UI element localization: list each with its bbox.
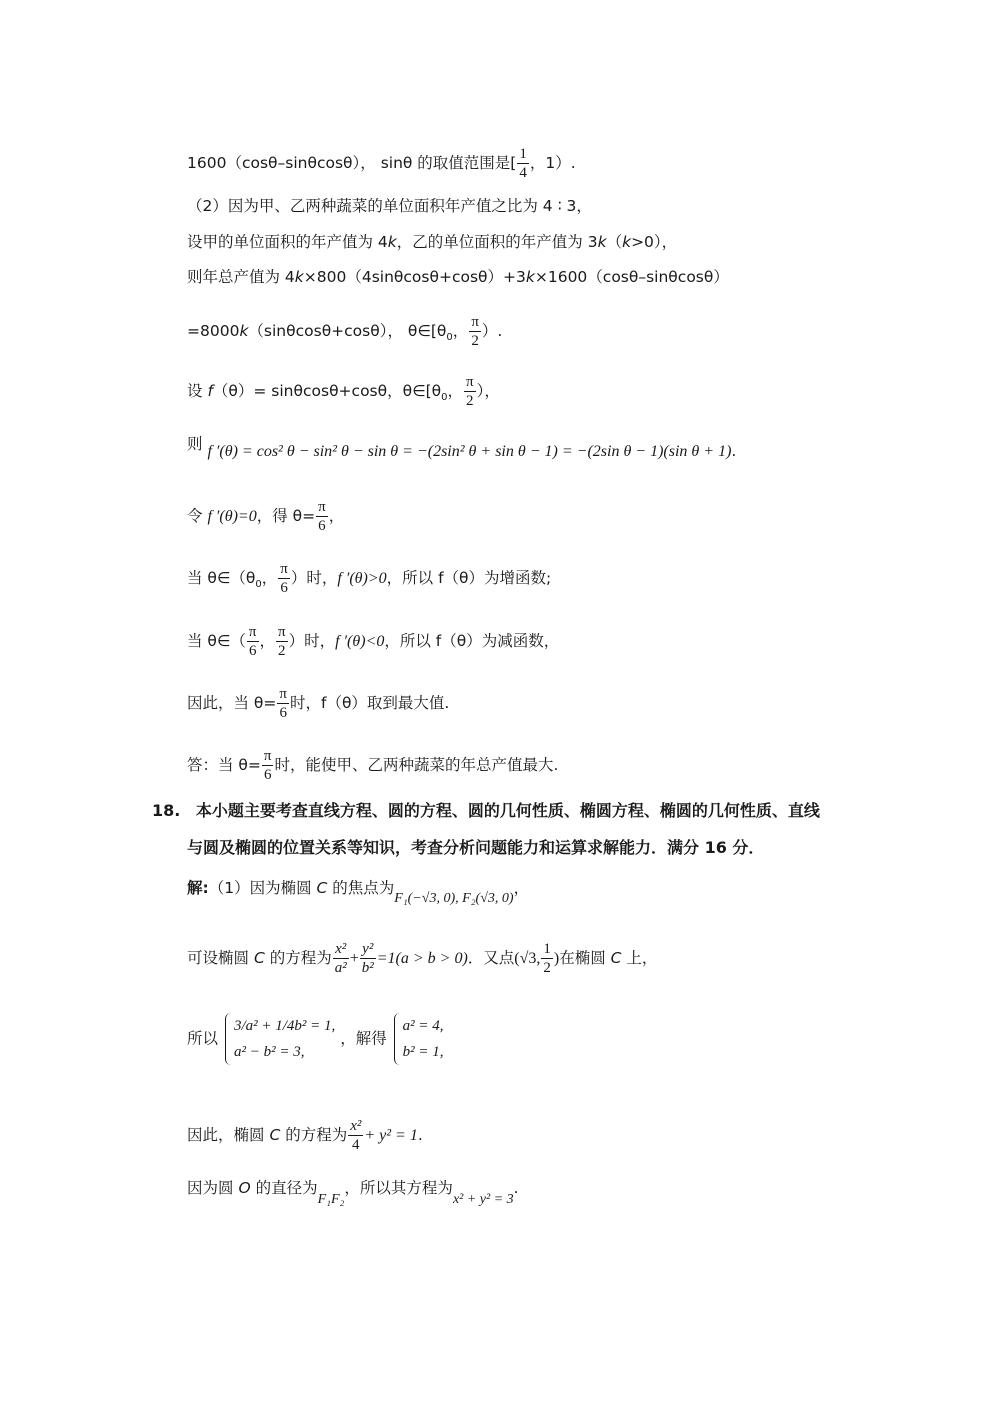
text: ，所以 f（θ）为增函数; xyxy=(386,569,552,587)
text: . xyxy=(731,442,737,460)
numerator: x² xyxy=(350,1118,362,1134)
numerator: π xyxy=(471,314,479,330)
subscript: 0 xyxy=(441,392,448,404)
text: 可设椭圆 xyxy=(187,949,254,967)
text: ，乙的单位面积的年产值为 3 xyxy=(396,233,598,251)
text: （1）因为椭圆 xyxy=(208,879,317,897)
text: ×800（4sinθcosθ+cosθ）+3 xyxy=(303,268,526,286)
math: ) xyxy=(553,950,560,967)
var: k xyxy=(597,233,607,251)
numerator: π xyxy=(279,686,287,702)
text: ）时， xyxy=(290,569,338,587)
text: 答：当 θ= xyxy=(187,756,261,774)
denominator: 6 xyxy=(248,643,257,659)
text: 的方程为 xyxy=(280,1126,348,1144)
var: k xyxy=(239,322,249,340)
text-line xyxy=(187,498,344,535)
text: =8000 xyxy=(187,322,240,340)
equation-system xyxy=(225,1013,335,1065)
text: ，所以其方程为 xyxy=(344,1179,453,1197)
text: ）时， xyxy=(288,632,336,650)
subscript: 0 xyxy=(446,332,453,344)
text: . xyxy=(417,1126,423,1144)
var: k xyxy=(622,233,632,251)
derivative-formula: f ′(θ) = cos² θ − sin² θ − sin θ = −(2sin² θ + sin θ − 1) = −(2sin θ − 1)(sin θ + 1) xyxy=(207,443,732,460)
text: 时，f（θ）取到最大值. xyxy=(289,694,450,712)
denominator: 6 xyxy=(318,518,326,534)
fraction xyxy=(278,560,290,597)
problem-18-heading xyxy=(152,800,820,822)
var: k xyxy=(525,268,535,286)
text-line xyxy=(187,940,657,977)
text-line xyxy=(187,231,677,253)
brace xyxy=(394,1013,401,1065)
text-line xyxy=(187,195,592,217)
text: 因为圆 xyxy=(187,1179,239,1197)
denominator: 2 xyxy=(278,643,286,659)
fraction xyxy=(541,940,553,977)
text: 令 xyxy=(187,507,208,525)
math: f ′(θ)=0 xyxy=(207,508,257,525)
fraction xyxy=(276,623,288,660)
numerator: y² xyxy=(360,940,376,959)
math: F₁(−√3, 0), F₂(√3, 0) xyxy=(394,891,514,906)
numerator: π xyxy=(466,374,474,390)
text: ）， xyxy=(476,382,500,400)
equation: 3/a² + 1/4b² = 1, xyxy=(233,1018,336,1034)
text: . xyxy=(513,1179,519,1197)
text: 1600（cosθ–sinθcosθ）， sinθ 的取值范围是[ xyxy=(187,154,517,172)
text: （θ）= sinθcosθ+cosθ，θ∈[θ xyxy=(212,382,442,400)
denominator: 6 xyxy=(280,580,288,596)
text: ， xyxy=(452,322,469,340)
text-line xyxy=(187,266,729,288)
text: ，1）. xyxy=(529,154,576,172)
text-line xyxy=(187,313,502,350)
solution-system xyxy=(394,1013,444,1065)
var: C xyxy=(269,1126,281,1144)
text: ，所以 f（θ）为减函数， xyxy=(384,632,560,650)
numerator: x² xyxy=(333,940,349,959)
fraction xyxy=(262,747,274,784)
text: ．又点 xyxy=(467,949,515,967)
text: 时，能使甲、乙两种蔬菜的年总产值最大. xyxy=(274,756,559,774)
text: 所以 xyxy=(187,1029,219,1048)
text-line xyxy=(187,877,530,906)
text: 的方程为 xyxy=(264,949,332,967)
math: + y² = 1 xyxy=(364,1127,418,1144)
fraction xyxy=(316,498,328,535)
text-line xyxy=(187,373,500,410)
math: x² + y² = 3 xyxy=(452,1192,514,1207)
text: ×1600（cosθ–sinθcosθ） xyxy=(534,268,729,286)
equation: a² − b² = 3, xyxy=(233,1044,305,1060)
text: ，解得 xyxy=(340,1029,387,1048)
numerator: π xyxy=(278,624,286,640)
text: 上， xyxy=(621,949,658,967)
var: f xyxy=(207,382,213,400)
text: ）. xyxy=(481,322,503,340)
equation: b² = 1, xyxy=(402,1044,444,1060)
numerator: π xyxy=(248,624,257,640)
fraction xyxy=(360,940,376,977)
var: C xyxy=(610,949,622,967)
text: ， xyxy=(259,632,276,650)
text: 本小题主要考查直线方程、圆的方程、圆的几何性质、椭圆方程、椭圆的几何性质、直线 xyxy=(195,801,820,820)
numerator: 1 xyxy=(543,941,551,957)
numerator: π xyxy=(280,561,288,577)
denominator: a² xyxy=(334,960,347,976)
text: 的直径为 xyxy=(250,1179,318,1197)
denominator: b² xyxy=(361,960,374,976)
text: 设甲的单位面积的年产值为 4 xyxy=(187,233,388,251)
equation: a² = 4, xyxy=(402,1018,444,1034)
text: 的焦点为 xyxy=(327,879,395,897)
text: （2）因为甲、乙两种蔬菜的单位面积年产值之比为 4 ∶ 3， xyxy=(187,197,592,215)
text: 在椭圆 xyxy=(559,949,611,967)
text: ， xyxy=(513,879,530,897)
denominator: 2 xyxy=(543,960,551,976)
plus: + xyxy=(349,950,359,967)
numerator: π xyxy=(263,748,272,764)
fraction xyxy=(348,1117,363,1154)
solution-label: 解: xyxy=(187,879,209,897)
text-line xyxy=(187,747,558,784)
numerator: π xyxy=(318,499,326,515)
text-line xyxy=(187,1013,444,1065)
text: 当 θ∈（θ xyxy=(187,569,256,587)
var: C xyxy=(316,879,328,897)
fraction xyxy=(517,145,529,182)
var: C xyxy=(253,949,265,967)
math: =1(a > b > 0) xyxy=(376,950,468,967)
denominator: 2 xyxy=(471,333,479,349)
text: ， xyxy=(447,382,464,400)
text: 则年总产值为 4 xyxy=(187,268,295,286)
denominator: 4 xyxy=(519,165,527,181)
text: 当 θ∈（ xyxy=(187,632,246,650)
denominator: 6 xyxy=(279,705,287,721)
fraction xyxy=(333,940,349,977)
fraction xyxy=(464,373,476,410)
text: >0）， xyxy=(631,233,678,251)
var: O xyxy=(238,1179,251,1197)
denominator: 6 xyxy=(263,767,272,783)
text: ， xyxy=(328,507,345,525)
var: k xyxy=(294,268,304,286)
denominator: 4 xyxy=(352,1137,360,1153)
denominator: 2 xyxy=(466,393,474,409)
var: k xyxy=(387,233,397,251)
text: （sinθcosθ+cosθ）， θ∈[θ xyxy=(248,322,447,340)
text-line xyxy=(187,623,559,660)
fraction xyxy=(277,685,289,722)
text: 则 xyxy=(187,435,203,453)
text: 因此，当 θ= xyxy=(187,694,277,712)
text: 因此，椭圆 xyxy=(187,1126,270,1144)
math: f ′(θ)<0 xyxy=(335,633,385,650)
fraction xyxy=(469,313,481,350)
text: （ xyxy=(606,233,623,251)
numerator: 1 xyxy=(519,146,527,162)
brace xyxy=(225,1013,232,1065)
text-line xyxy=(187,560,551,597)
text-line xyxy=(187,145,576,182)
math: F₁F₂ xyxy=(317,1192,345,1207)
text-line xyxy=(187,433,736,463)
fraction xyxy=(247,623,259,660)
text: ，得 θ= xyxy=(256,507,316,525)
text: 设 xyxy=(187,382,208,400)
text-line xyxy=(187,1177,519,1207)
problem-18-heading-cont xyxy=(187,837,764,859)
subscript: 0 xyxy=(255,579,262,591)
text-line xyxy=(187,1117,423,1154)
text-line xyxy=(187,685,449,722)
text: ， xyxy=(261,569,278,587)
math: f ′(θ)>0 xyxy=(337,570,387,587)
problem-number: 18. xyxy=(152,801,181,820)
text: 与圆及椭圆的位置关系等知识，考查分析问题能力和运算求解能力．满分 16 分． xyxy=(187,838,765,857)
math: (√3, xyxy=(514,950,541,967)
